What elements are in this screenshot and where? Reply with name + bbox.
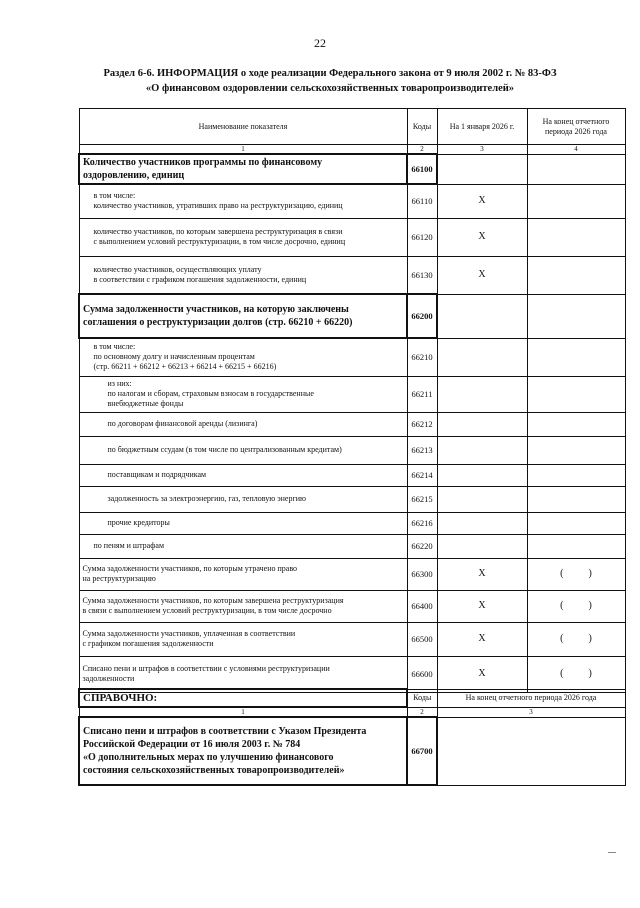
- section-title: [60, 66, 600, 96]
- row-code: 66211: [407, 376, 437, 412]
- row-jan-value[interactable]: [437, 464, 527, 486]
- row-code: 66200: [407, 294, 437, 338]
- row-code: 66300: [407, 558, 437, 590]
- column-number: 3: [437, 707, 625, 717]
- reference-header-row: [79, 689, 625, 707]
- header-end: На конец отчетного периода 2026 года: [527, 109, 625, 145]
- table-row: [79, 590, 625, 622]
- column-number: 2: [407, 145, 437, 155]
- row-name: по бюджетным ссудам (в том числе по централизованным кредитам): [79, 436, 407, 464]
- row-end-value[interactable]: [527, 534, 625, 558]
- row-end-value[interactable]: ( ): [527, 590, 625, 622]
- row-name: задолженность за электроэнергию, газ, тепловую энергию: [79, 486, 407, 512]
- row-code: 66100: [407, 154, 437, 184]
- row-jan-value[interactable]: X: [437, 656, 527, 692]
- row-end-value[interactable]: ( ): [527, 558, 625, 590]
- scan-mark: [608, 852, 616, 853]
- row-end-value[interactable]: [527, 464, 625, 486]
- row-end-value[interactable]: [527, 376, 625, 412]
- column-number: 4: [527, 145, 625, 155]
- row-jan-value[interactable]: X: [437, 256, 527, 294]
- row-name: в том числе: количество участников, утративших право на реструктуризацию, единиц: [79, 184, 407, 218]
- row-name: Списано пени и штрафов в соответствии с условиями реструктуризации задолженности: [79, 656, 407, 692]
- row-code: 66215: [407, 486, 437, 512]
- reference-row: [79, 717, 625, 785]
- row-code: 66110: [407, 184, 437, 218]
- row-jan-value[interactable]: X: [437, 622, 527, 656]
- header-name: Наименование показателя: [79, 109, 407, 145]
- table-row: [79, 464, 625, 486]
- row-code: 66130: [407, 256, 437, 294]
- row-code: 66213: [407, 436, 437, 464]
- row-jan-value[interactable]: X: [437, 184, 527, 218]
- row-end-value[interactable]: ( ): [527, 656, 625, 692]
- row-code: 66120: [407, 218, 437, 256]
- row-name: Сумма задолженности участников, уплаченная в соответствии с графиком погашения задолженности: [79, 622, 407, 656]
- reference-column-numbers-row: [79, 707, 625, 717]
- row-jan-value[interactable]: X: [437, 218, 527, 256]
- row-name: по договорам финансовой аренды (лизинга): [79, 412, 407, 436]
- reference-table: [78, 688, 626, 786]
- row-end-value[interactable]: ( ): [527, 622, 625, 656]
- table-row: [79, 486, 625, 512]
- row-end-value[interactable]: [527, 486, 625, 512]
- row-name: Сумма задолженности участников, на которую заключены соглашения о реструктуризации долгов (стр. 66210 + 66220): [79, 294, 407, 338]
- row-code: 66214: [407, 464, 437, 486]
- row-jan-value[interactable]: [437, 294, 527, 338]
- table-row: [79, 622, 625, 656]
- row-code: 66212: [407, 412, 437, 436]
- row-code: 66500: [407, 622, 437, 656]
- table-row: [79, 656, 625, 692]
- table-row: [79, 512, 625, 534]
- main-table: [78, 108, 626, 693]
- column-number: 3: [437, 145, 527, 155]
- row-end-value[interactable]: [527, 256, 625, 294]
- reference-row-code: 66700: [407, 717, 437, 785]
- row-end-value[interactable]: [527, 436, 625, 464]
- table-row: [79, 436, 625, 464]
- row-jan-value[interactable]: [437, 154, 527, 184]
- row-end-value[interactable]: [527, 338, 625, 376]
- table-row: [79, 184, 625, 218]
- row-name: Количество участников программы по финансовому оздоровлению, единиц: [79, 154, 407, 184]
- table-row: [79, 376, 625, 412]
- reference-header-codes: Коды: [407, 689, 437, 707]
- table-row: [79, 558, 625, 590]
- reference-row-value[interactable]: [437, 717, 625, 785]
- row-code: 66400: [407, 590, 437, 622]
- row-code: 66210: [407, 338, 437, 376]
- row-name: по пеням и штрафам: [79, 534, 407, 558]
- row-name: Сумма задолженности участников, по которым утрачено право на реструктуризацию: [79, 558, 407, 590]
- row-end-value[interactable]: [527, 512, 625, 534]
- reference-title: СПРАВОЧНО:: [79, 689, 407, 707]
- table-row: [79, 534, 625, 558]
- row-end-value[interactable]: [527, 294, 625, 338]
- row-jan-value[interactable]: [437, 338, 527, 376]
- header-codes: Коды: [407, 109, 437, 145]
- header-jan: На 1 января 2026 г.: [437, 109, 527, 145]
- column-number: 1: [79, 707, 407, 717]
- row-end-value[interactable]: [527, 154, 625, 184]
- row-name: из них: по налогам и сборам, страховым взносам в государственные внебюджетные фонды: [79, 376, 407, 412]
- row-end-value[interactable]: [527, 412, 625, 436]
- row-name: Сумма задолженности участников, по которым завершена реструктуризация в связи с выполнением условий реструктуризации, в том числе досрочно: [79, 590, 407, 622]
- row-jan-value[interactable]: X: [437, 558, 527, 590]
- row-jan-value[interactable]: [437, 376, 527, 412]
- row-jan-value[interactable]: X: [437, 590, 527, 622]
- title-line-2: «О финансовом оздоровлении сельскохозяйственных товаропроизводителей»: [145, 83, 515, 94]
- row-name: количество участников, по которым завершена реструктуризация в связи с выполнением условий реструктуризации, в том числе досрочно, единиц: [79, 218, 407, 256]
- title-line-1: Раздел 6-6. ИНФОРМАЦИЯ о ходе реализации Федерального закона от 9 июля 2002 г. № 83-ФЗ: [103, 68, 557, 79]
- table-row: [79, 218, 625, 256]
- table-row: [79, 294, 625, 338]
- table-row: [79, 256, 625, 294]
- row-code: 66600: [407, 656, 437, 692]
- row-name: прочие кредиторы: [79, 512, 407, 534]
- row-name: количество участников, осуществляющих уплату в соответствии с графиком погашения задолженности, единиц: [79, 256, 407, 294]
- header-row: [79, 109, 625, 145]
- row-jan-value[interactable]: [437, 412, 527, 436]
- column-numbers-row: [79, 145, 625, 155]
- reference-row-name: Списано пени и штрафов в соответствии с Указом Президента Российской Федерации от 16 июля 2003 г. № 784 «О дополнительных мерах по улучшению финансового состояния сельскохозяйственных товаропроизводителей»: [79, 717, 407, 785]
- row-code: 66220: [407, 534, 437, 558]
- row-jan-value[interactable]: [437, 436, 527, 464]
- row-jan-value[interactable]: [437, 534, 527, 558]
- column-number: 1: [79, 145, 407, 155]
- column-number: 2: [407, 707, 437, 717]
- table-row: [79, 412, 625, 436]
- reference-header-end: На конец отчетного периода 2026 года: [437, 689, 625, 707]
- row-jan-value[interactable]: [437, 486, 527, 512]
- row-end-value[interactable]: [527, 184, 625, 218]
- row-code: 66216: [407, 512, 437, 534]
- table-row: [79, 154, 625, 184]
- page-number: 22: [314, 36, 326, 50]
- row-end-value[interactable]: [527, 218, 625, 256]
- row-name: поставщикам и подрядчикам: [79, 464, 407, 486]
- row-jan-value[interactable]: [437, 512, 527, 534]
- table-row: [79, 338, 625, 376]
- row-name: в том числе: по основному долгу и начисленным процентам (стр. 66211 + 66212 + 66213 + 66214 + 66215 + 66216): [79, 338, 407, 376]
